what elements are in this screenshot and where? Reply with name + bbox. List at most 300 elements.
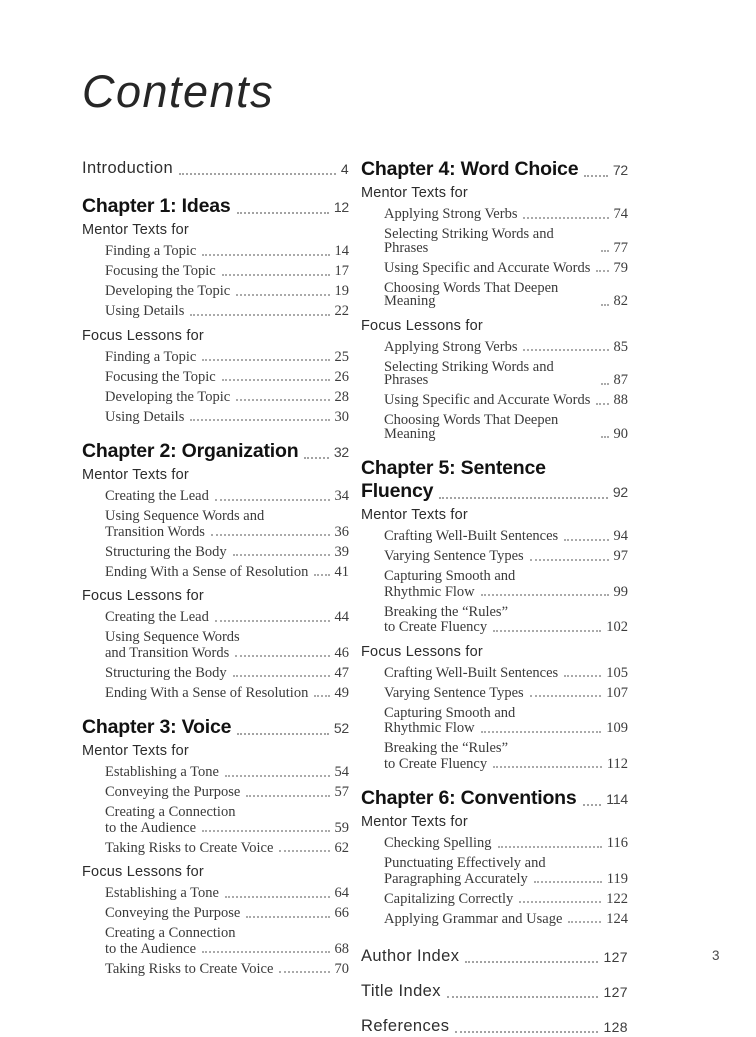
toc-item <box>82 840 349 856</box>
toc-item <box>361 835 628 851</box>
toc-entry <box>105 820 349 836</box>
page-number: 25 <box>334 348 349 365</box>
toc-item <box>361 260 628 276</box>
leader-dots <box>523 217 608 219</box>
toc-entry <box>384 756 628 772</box>
chapter-section <box>82 440 349 700</box>
toc-group <box>361 317 628 442</box>
page-number: 88 <box>613 392 628 408</box>
chapter-heading: Chapter 3: Voice <box>82 716 232 738</box>
leader-dots <box>493 630 601 632</box>
toc-item-label: Varying Sentence Types <box>384 684 524 701</box>
page-number: 119 <box>606 870 628 887</box>
toc-entry <box>105 840 349 856</box>
toc-item <box>82 349 349 365</box>
toc-item-label: Selecting Striking Words and Phrases <box>384 358 554 388</box>
group-label: Mentor Texts for <box>361 814 468 830</box>
toc-item <box>82 685 349 701</box>
leader-dots <box>279 850 329 852</box>
toc-item-label: Rhythmic Flow <box>384 583 475 600</box>
page-number: 94 <box>613 528 628 544</box>
toc-item-label: Taking Risks to Create Voice <box>105 839 274 856</box>
toc-item <box>361 392 628 408</box>
page-number: 72 <box>612 162 628 178</box>
page-number: 87 <box>613 372 628 388</box>
toc-entry <box>384 392 628 408</box>
page-number: 112 <box>606 755 628 772</box>
leader-dots <box>222 274 330 276</box>
toc-item <box>361 604 628 635</box>
toc-entry <box>105 961 349 977</box>
leader-dots <box>493 766 602 768</box>
group-label: Focus Lessons for <box>361 643 483 660</box>
standalone-entry-label: Introduction <box>82 159 174 177</box>
toc-left-column <box>82 158 349 981</box>
toc-entry <box>384 528 628 544</box>
toc-item <box>82 389 349 405</box>
page-number: 77 <box>613 239 628 256</box>
toc-item-label: Checking Spelling <box>384 835 492 851</box>
leader-dots <box>222 379 330 381</box>
page-number: 57 <box>334 784 349 800</box>
chapter-section <box>361 158 628 441</box>
leader-dots <box>215 620 330 622</box>
leader-dots <box>225 775 330 777</box>
page-number: 49 <box>334 684 349 701</box>
toc-item-label: to the Audience <box>105 940 197 957</box>
toc-entry <box>361 787 628 810</box>
toc-item-line: Capturing Smooth and <box>384 568 516 584</box>
toc-item-label: Selecting Striking Words and Phrases <box>384 226 554 256</box>
page-number: 99 <box>613 583 628 600</box>
leader-dots <box>564 539 608 541</box>
chapter-section <box>361 457 628 771</box>
page-number: 32 <box>333 444 349 460</box>
leader-dots <box>530 695 602 697</box>
toc-item-label: Choosing Words That Deepen Meaning <box>384 279 559 309</box>
toc-item <box>82 303 349 319</box>
toc-item <box>361 685 628 701</box>
leader-dots <box>225 896 330 898</box>
chapter-heading: Chapter 6: Conventions <box>361 787 577 809</box>
toc-entry <box>384 226 628 255</box>
page-title: Contents <box>82 66 275 117</box>
page-number: 39 <box>334 543 349 560</box>
leader-dots <box>233 554 330 556</box>
toc-item <box>82 488 349 504</box>
toc-group <box>82 587 349 700</box>
toc-entry <box>105 303 349 319</box>
toc-item-label: Conveying the Purpose <box>105 784 241 800</box>
toc-entry <box>384 412 628 441</box>
leader-dots <box>583 804 602 806</box>
chapter-section <box>361 787 628 926</box>
toc-group <box>82 466 349 579</box>
toc-entry <box>384 871 628 887</box>
page-number: 4 <box>340 161 349 177</box>
toc-item <box>82 885 349 901</box>
leader-dots <box>601 304 609 306</box>
toc-entry <box>105 885 349 901</box>
page-number: 127 <box>603 949 628 965</box>
toc-item <box>361 412 628 441</box>
chapter-section <box>82 195 349 424</box>
leader-dots <box>568 921 601 923</box>
toc-item-line: Using Sequence Words and <box>105 508 265 524</box>
page-number: 128 <box>603 1019 628 1035</box>
toc-item <box>82 283 349 299</box>
toc-item <box>361 568 628 599</box>
toc-entry <box>105 283 349 299</box>
chapter-heading: Fluency <box>361 480 434 502</box>
toc-item-label: Structuring the Body <box>105 543 227 560</box>
toc-item-label: Varying Sentence Types <box>384 548 524 564</box>
leader-dots <box>447 996 599 998</box>
leader-dots <box>246 795 329 797</box>
toc-item-label: Developing the Topic <box>105 388 231 405</box>
group-label: Focus Lessons for <box>361 317 483 334</box>
toc-item <box>82 508 349 539</box>
toc-item-label: Establishing a Tone <box>105 885 219 901</box>
toc-item-label: Using Details <box>105 303 185 319</box>
standalone-entry-label: Title Index <box>361 982 441 1000</box>
leader-dots <box>584 175 607 177</box>
page-number: 109 <box>606 720 628 736</box>
toc-entry <box>384 665 628 681</box>
toc-entry <box>105 764 349 780</box>
toc-item <box>361 339 628 355</box>
toc-entry <box>105 645 349 661</box>
toc-entry <box>105 784 349 800</box>
leader-dots <box>530 559 609 561</box>
toc-item-label: Applying Grammar and Usage <box>384 910 563 927</box>
toc-entry <box>384 206 628 222</box>
page-number: 85 <box>613 338 628 355</box>
toc-entry <box>384 835 628 851</box>
toc-entry <box>384 260 628 276</box>
group-label: Mentor Texts for <box>82 743 189 759</box>
toc-entry <box>384 548 628 564</box>
leader-dots <box>233 675 330 677</box>
leader-dots <box>202 951 329 953</box>
toc-item <box>82 925 349 956</box>
leader-dots <box>498 846 602 848</box>
page-number: 122 <box>606 890 628 907</box>
group-label: Focus Lessons for <box>82 864 204 880</box>
toc-item <box>82 369 349 385</box>
toc-entry <box>361 480 628 503</box>
toc-entry <box>105 389 349 405</box>
toc-entry <box>384 891 628 907</box>
chapter-heading: Chapter 1: Ideas <box>82 195 231 217</box>
toc-entry <box>105 243 349 259</box>
group-label: Focus Lessons for <box>82 327 204 344</box>
toc-item-line: Punctuating Effectively and <box>384 855 546 871</box>
chapter-heading: Chapter 4: Word Choice <box>361 158 579 180</box>
page-number: 41 <box>334 563 349 580</box>
page-number: 114 <box>606 791 628 807</box>
toc-item-label: Ending With a Sense of Resolution <box>105 563 309 580</box>
leader-dots <box>534 881 602 883</box>
toc-item-label: Applying Strong Verbs <box>384 338 518 355</box>
leader-dots <box>236 399 329 401</box>
leader-dots <box>596 270 608 272</box>
toc-group <box>361 643 628 772</box>
standalone-entry-label: Author Index <box>361 947 460 965</box>
toc-item <box>82 409 349 425</box>
chapter-heading: Chapter 2: Organization <box>82 440 299 462</box>
toc-item-label: Capitalizing Correctly <box>384 890 514 907</box>
toc-item <box>361 359 628 388</box>
page-number: 34 <box>334 488 349 504</box>
toc-item-label: to Create Fluency <box>384 619 488 635</box>
toc-entry <box>384 685 628 701</box>
toc-item <box>361 911 628 927</box>
page-number: 17 <box>334 263 349 279</box>
toc-entry <box>105 665 349 681</box>
page-number: 97 <box>613 548 628 564</box>
page-number: 102 <box>606 619 628 635</box>
toc-entry <box>384 584 628 600</box>
leader-dots <box>596 403 608 405</box>
toc-item-label: to Create Fluency <box>384 755 488 772</box>
page-number: 116 <box>606 835 628 851</box>
toc-entry <box>361 158 628 181</box>
toc-group <box>361 184 628 309</box>
page-number: 59 <box>334 819 349 836</box>
toc-item-label: and Transition Words <box>105 644 230 661</box>
leader-dots <box>236 294 329 296</box>
page-number: 30 <box>334 408 349 425</box>
page-number: 26 <box>334 368 349 385</box>
leader-dots <box>481 594 609 596</box>
leader-dots <box>179 173 336 175</box>
standalone-entry-label: References <box>361 1017 450 1035</box>
toc-item <box>361 891 628 907</box>
page-number: 66 <box>334 905 349 921</box>
leader-dots <box>564 675 601 677</box>
toc-item <box>82 961 349 977</box>
page-number: 70 <box>334 960 349 977</box>
toc-item-line: Using Sequence Words <box>105 629 240 645</box>
toc-entry <box>82 158 349 179</box>
toc-entry <box>384 339 628 355</box>
page-number: 107 <box>606 684 628 701</box>
toc-entry <box>105 369 349 385</box>
page-number: 64 <box>334 885 349 901</box>
toc-entry <box>361 1016 628 1037</box>
toc-item <box>361 528 628 544</box>
leader-dots <box>202 359 329 361</box>
toc-item <box>82 764 349 780</box>
toc-item-label: Paragraphing Accurately <box>384 870 528 887</box>
page-number: 82 <box>613 293 628 309</box>
toc-item-label: Applying Strong Verbs <box>384 206 518 222</box>
toc-item-label: Crafting Well-Built Sentences <box>384 664 559 681</box>
toc-entry <box>82 195 349 218</box>
toc-entry <box>105 524 349 540</box>
toc-item <box>82 544 349 560</box>
toc-entry <box>384 359 628 388</box>
page-number: 127 <box>603 984 628 1000</box>
toc-item-label: Conveying the Purpose <box>105 905 241 921</box>
toc-item-label: Establishing a Tone <box>105 764 219 780</box>
folio-page-number: 3 <box>712 948 720 963</box>
page-number: 105 <box>606 664 628 681</box>
toc-right-column <box>361 158 628 1037</box>
toc-entry <box>105 409 349 425</box>
toc-item-line: Creating a Connection <box>105 804 236 820</box>
page-number: 28 <box>334 388 349 405</box>
toc-item-label: Creating the Lead <box>105 488 209 504</box>
leader-dots <box>235 655 329 657</box>
toc-item <box>361 226 628 255</box>
page-number: 68 <box>334 940 349 957</box>
toc-item-label: Structuring the Body <box>105 664 227 681</box>
page-number: 62 <box>334 839 349 856</box>
leader-dots <box>523 349 608 351</box>
group-label: Focus Lessons for <box>82 588 204 604</box>
toc-item <box>82 609 349 625</box>
toc-item-label: Rhythmic Flow <box>384 720 475 736</box>
group-label: Mentor Texts for <box>82 467 189 483</box>
toc-group <box>361 506 628 635</box>
toc-item <box>82 263 349 279</box>
toc-entry <box>105 609 349 625</box>
toc-entry <box>361 946 628 967</box>
toc-group <box>82 221 349 319</box>
page-number: 44 <box>334 609 349 625</box>
group-label: Mentor Texts for <box>361 185 468 201</box>
toc-item <box>82 804 349 835</box>
leader-dots <box>215 499 330 501</box>
leader-dots <box>211 534 330 536</box>
toc-item-label: Choosing Words That Deepen Meaning <box>384 412 559 442</box>
chapter-heading: Chapter 5: Sentence <box>361 457 546 479</box>
toc-item <box>361 740 628 771</box>
leader-dots <box>481 731 602 733</box>
toc-item <box>82 905 349 921</box>
toc-entry <box>384 280 628 309</box>
leader-dots <box>601 436 609 438</box>
toc-entry <box>82 716 349 739</box>
toc-entry <box>384 720 628 736</box>
page-number: 52 <box>333 720 349 736</box>
toc-group <box>82 742 349 855</box>
toc-item-label: Finding a Topic <box>105 348 197 365</box>
page-number: 74 <box>613 206 628 222</box>
toc-item <box>361 280 628 309</box>
leader-dots <box>190 419 329 421</box>
leader-dots <box>439 497 608 499</box>
toc-item <box>361 548 628 564</box>
leader-dots <box>202 830 329 832</box>
toc-entry <box>82 440 349 463</box>
leader-dots <box>237 212 329 214</box>
toc-item-label: Using Specific and Accurate Words <box>384 392 591 408</box>
toc-item-line: Creating a Connection <box>105 925 236 941</box>
page-number: 54 <box>334 764 349 780</box>
toc-entry <box>105 263 349 279</box>
toc-item-label: Finding a Topic <box>105 243 197 259</box>
toc-item-label: to the Audience <box>105 819 197 836</box>
group-label: Mentor Texts for <box>82 222 189 238</box>
toc-entry <box>384 911 628 927</box>
leader-dots <box>314 574 329 576</box>
leader-dots <box>237 733 329 735</box>
toc-entry <box>384 619 628 635</box>
page-number: 19 <box>334 283 349 299</box>
leader-dots <box>279 971 329 973</box>
toc-item-label: Focusing the Topic <box>105 368 216 385</box>
group-label: Mentor Texts for <box>361 507 468 523</box>
toc-item-label: Using Details <box>105 408 185 425</box>
leader-dots <box>314 695 329 697</box>
leader-dots <box>465 961 598 963</box>
leader-dots <box>190 314 329 316</box>
toc-item-label: Focusing the Topic <box>105 263 216 279</box>
leader-dots <box>304 457 328 459</box>
toc-entry <box>105 941 349 957</box>
toc-entry <box>105 349 349 365</box>
toc-entry <box>105 685 349 701</box>
toc-group <box>361 813 628 926</box>
leader-dots <box>246 916 329 918</box>
page-number: 12 <box>333 199 349 215</box>
page-number: 79 <box>613 259 628 276</box>
toc-item <box>361 855 628 886</box>
toc-item-label: Using Specific and Accurate Words <box>384 259 591 276</box>
page-number: 46 <box>334 644 349 661</box>
toc-entry <box>105 564 349 580</box>
page-number: 92 <box>612 484 628 500</box>
toc-entry <box>105 905 349 921</box>
toc-item <box>361 665 628 681</box>
toc-item-line: Capturing Smooth and <box>384 704 516 721</box>
toc-item <box>361 705 628 736</box>
page-number: 90 <box>613 425 628 442</box>
toc-item-label: Developing the Topic <box>105 283 231 299</box>
toc-item-label: Transition Words <box>105 523 205 540</box>
toc-item <box>361 206 628 222</box>
toc-item <box>82 629 349 660</box>
toc-entry <box>105 544 349 560</box>
toc-group <box>82 327 349 425</box>
leader-dots <box>601 383 609 385</box>
leader-dots <box>519 901 601 903</box>
chapter-section <box>82 716 349 976</box>
toc-item-label: Taking Risks to Create Voice <box>105 960 274 977</box>
toc-item-label: Crafting Well-Built Sentences <box>384 528 559 544</box>
page-number: 14 <box>334 243 349 259</box>
toc-entry <box>361 981 628 1002</box>
toc-item <box>82 784 349 800</box>
page-number: 22 <box>334 303 349 319</box>
page-number: 47 <box>334 664 349 681</box>
toc-group <box>82 863 349 976</box>
toc-item <box>82 243 349 259</box>
toc-item-label: Creating the Lead <box>105 609 209 625</box>
toc-item <box>82 665 349 681</box>
leader-dots <box>601 250 609 252</box>
toc-item-line: Breaking the “Rules” <box>384 740 509 756</box>
toc-item-line: Breaking the “Rules” <box>384 603 509 620</box>
page-number: 124 <box>606 910 628 927</box>
leader-dots <box>202 254 329 256</box>
toc-item <box>82 564 349 580</box>
page-number: 36 <box>334 523 349 540</box>
leader-dots <box>455 1031 598 1033</box>
